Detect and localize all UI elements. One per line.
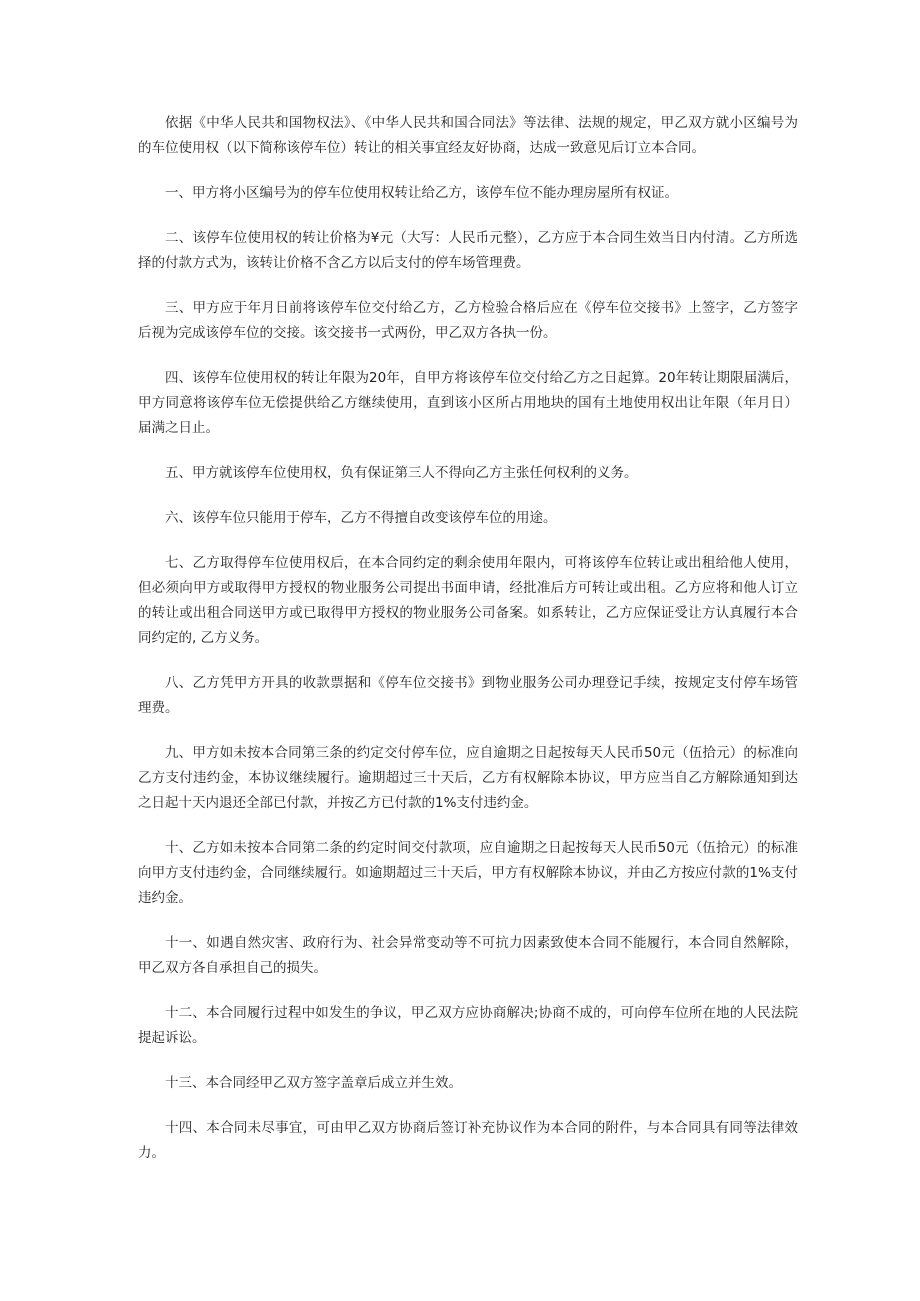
clause-4: 四、该停车位使用权的转让年限为20年，自甲方将该停车位交付给乙方之日起算。20年转让期限届满后，甲方同意将该停车位无偿提供给乙方继续使用，直到该小区所占用地块的国有土地使用权出让年限（年月日）届满之日止。 bbox=[138, 370, 798, 436]
clause-12: 十二、本合同履行过程中如发生的争议，甲乙双方应协商解决;协商不成的，可向停车位所在地的人民法院提起诉讼。 bbox=[138, 1005, 798, 1046]
clause-13: 十三、本合同经甲乙双方签字盖章后成立并生效。 bbox=[165, 1075, 462, 1091]
clause-6: 六、该停车位只能用于停车，乙方不得擅自改变该停车位的用途。 bbox=[165, 510, 557, 526]
clause-9: 九、甲方如未按本合同第三条的约定交付停车位，应自逾期之日起按每天人民币50元（伍拾元）的标准向乙方支付违约金，本协议继续履行。逾期超过三十天后，乙方有权解除本协议，甲方应当自乙方解除通知到达之日起十天内退还全部已付款，并按乙方已付款的1%支付违约金。 bbox=[138, 745, 798, 811]
clause-1: 一、甲方将小区编号为的停车位使用权转让给乙方，该停车位不能办理房屋所有权证。 bbox=[165, 185, 678, 201]
clause-5: 五、甲方就该停车位使用权，负有保证第三人不得向乙方主张任何权利的义务。 bbox=[165, 465, 638, 481]
paragraph-preamble: 依据《中华人民共和国物权法》、《中华人民共和国合同法》等法律、法规的规定，甲乙双方就小区编号为的车位使用权（以下简称该停车位）转让的相关事宜经友好协商，达成一致意见后订立本合同。 bbox=[138, 115, 798, 156]
clause-8: 八、乙方凭甲方开具的收款票据和《停车位交接书》到物业服务公司办理登记手续，按规定支付停车场管理费。 bbox=[138, 675, 798, 716]
clause-3: 三、甲方应于年月日前将该停车位交付给乙方，乙方检验合格后应在《停车位交接书》上签字，乙方签字后视为完成该停车位的交接。该交接书一式两份，甲乙双方各执一份。 bbox=[138, 300, 798, 341]
clause-10: 十、乙方如未按本合同第二条的约定时间交付款项，应自逾期之日起按每天人民币50元（伍拾元）的标准向甲方支付违约金，合同继续履行。如逾期超过三十天后，甲方有权解除本协议，并由乙方按应付款的1%支付违约金。 bbox=[138, 840, 798, 906]
contract-body bbox=[138, 111, 798, 1186]
clause-7: 七、乙方取得停车位使用权后，在本合同约定的剩余使用年限内，可将该停车位转让或出租给他人使用，但必须向甲方或取得甲方授权的物业服务公司提出书面申请，经批准后方可转让或出租。乙方应将和他人订立的转让或出租合同送甲方或已取得甲方授权的物业服务公司备案。如系转让，乙方应保证受让方认真履行本合同约定的, 乙方义务。 bbox=[138, 555, 798, 646]
clause-14: 十四、本合同未尽事宜，可由甲乙双方协商后签订补充协议作为本合同的附件，与本合同具有同等法律效力。 bbox=[138, 1120, 798, 1161]
clause-11: 十一、如遇自然灾害、政府行为、社会异常变动等不可抗力因素致使本合同不能履行，本合同自然解除，甲乙双方各自承担自己的损失。 bbox=[138, 935, 798, 976]
clause-2: 二、该停车位使用权的转让价格为¥元（大写：人民币元整），乙方应于本合同生效当日内付清。乙方所选择的付款方式为，该转让价格不含乙方以后支付的停车场管理费。 bbox=[138, 230, 798, 271]
